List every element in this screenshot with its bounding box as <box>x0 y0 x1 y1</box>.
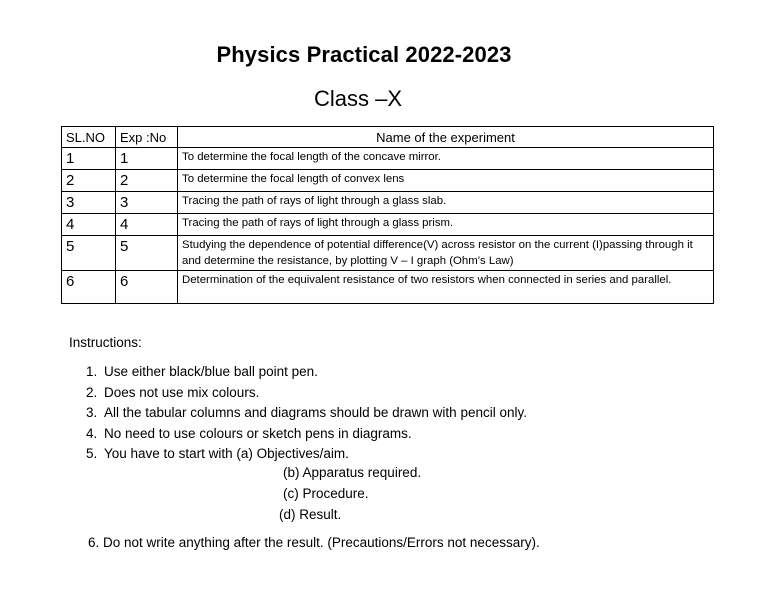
item-number: 5. <box>86 446 98 461</box>
cell-experiment-name: To determine the focal length of convex lens <box>178 170 714 192</box>
cell-slno: 1 <box>62 148 116 170</box>
cell-expno: 5 <box>116 236 178 271</box>
cell-experiment-name: Tracing the path of rays of light through a glass slab. <box>178 192 714 214</box>
cell-experiment-name: To determine the focal length of the concave mirror. <box>178 148 714 170</box>
item-text: Use either black/blue ball point pen. <box>104 364 318 379</box>
table-row <box>62 170 714 192</box>
item-number: 4. <box>86 425 98 441</box>
cell-experiment-name: Determination of the equivalent resistance of two resistors when connected in series and parallel. <box>178 271 714 304</box>
cell-slno: 6 <box>62 271 116 304</box>
sub-item-procedure: (c) Procedure. <box>283 486 369 501</box>
item-number: 2. <box>86 384 98 400</box>
cell-slno: 4 <box>62 214 116 236</box>
item-text: Does not use mix colours. <box>104 384 260 400</box>
item-text: You have to start with (a) Objectives/aim. <box>104 446 349 461</box>
column-header-slno: SL.NO <box>62 127 116 148</box>
sub-item-result: (d) Result. <box>279 507 342 522</box>
experiments-table <box>61 126 714 304</box>
table-row <box>62 271 714 304</box>
item-text: All the tabular columns and diagrams should be drawn with pencil only. <box>104 405 527 420</box>
item-number: 3. <box>86 405 98 420</box>
column-header-name: Name of the experiment <box>178 127 714 148</box>
list-item <box>86 362 527 383</box>
cell-experiment-name: Tracing the path of rays of light through a glass prism. <box>178 214 714 236</box>
cell-slno: 2 <box>62 170 116 192</box>
column-header-expno: Exp :No <box>116 127 178 148</box>
table-row <box>62 192 714 214</box>
list-item <box>86 383 527 404</box>
table-row <box>62 214 714 236</box>
table-header-row <box>62 127 714 148</box>
page-title: Physics Practical 2022-2023 <box>216 42 512 67</box>
list-item <box>86 424 527 445</box>
instructions-list <box>86 362 527 465</box>
cell-expno: 6 <box>116 271 178 304</box>
cell-expno: 4 <box>116 214 178 236</box>
list-item <box>86 403 527 424</box>
table-row <box>62 236 714 271</box>
item-number: 1. <box>86 364 98 379</box>
cell-expno: 1 <box>116 148 178 170</box>
final-instruction: 6. Do not write anything after the result. (Precautions/Errors not necessary). <box>88 535 540 550</box>
list-item <box>86 444 527 465</box>
sub-item-apparatus: (b) Apparatus required. <box>283 465 422 480</box>
table-row <box>62 148 714 170</box>
cell-slno: 3 <box>62 192 116 214</box>
item-text: No need to use colours or sketch pens in diagrams. <box>104 425 412 441</box>
cell-expno: 3 <box>116 192 178 214</box>
cell-slno: 5 <box>62 236 116 271</box>
cell-expno: 2 <box>116 170 178 192</box>
cell-experiment-name: Studying the dependence of potential difference(V) across resistor on the current (I)passing through it and determine the resistance, by plotting V – I graph (Ohm’s Law) <box>178 236 714 271</box>
page-subtitle: Class –X <box>313 86 403 111</box>
instructions-heading: Instructions: <box>69 335 142 350</box>
